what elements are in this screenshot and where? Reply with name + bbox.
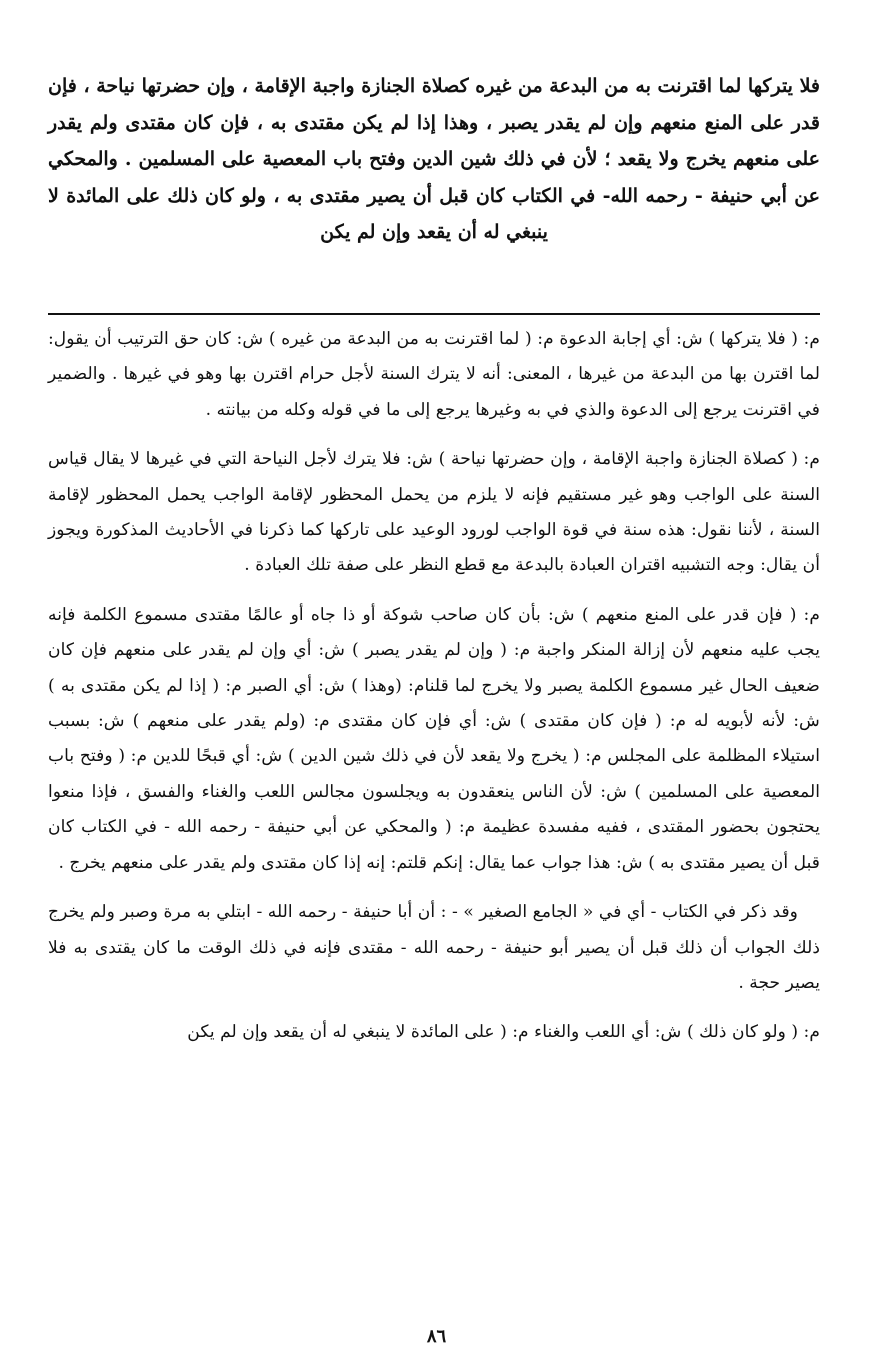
commentary-paragraph: م: ( ولو كان ذلك ) ش: أي اللعب والغناء م: ( على المائدة لا ينبغي له أن يقعد وإن لم يكن — [187, 1022, 820, 1043]
separator-line — [48, 313, 820, 315]
commentary-paragraph: وقد ذكر في الكتاب - أي في « الجامع الصغير » - : أن أبا حنيفة - رحمه الله - ابتلي به مرة وصبر ولم يخرج ذلك الجواب أن ذلك قبل أن يصير أبو حنيفة - رحمه الله - مقتدى فإنه في ذلك الوقت ما كان يقتدى به فلا يصير حجة . — [48, 902, 820, 993]
main-text-paragraph: فلا يتركها لما اقترنت به من البدعة من غيره كصلاة الجنازة واجبة الإقامة ، وإن حضرتها نياحة ، فإن قدر على المنع منعهم وإن لم يقدر يصبر ، وهذا إذا لم يكن مقتدى به ، فإن كان مقتدى ولم يقدر على منعهم يخرج ولا يقعد ؛ لأن في ذلك شين الدين وفتح باب المعصية على المسلمين . والمحكي عن أبي حنيفة - رحمه الله- في الكتاب كان قبل أن يصير مقتدى به ، ولو كان ذلك على المائدة لا ينبغي له أن يقعد وإن لم يكن — [48, 75, 821, 243]
commentary-paragraph: م: ( فلا يتركها ) ش: أي إجابة الدعوة م: ( لما اقترنت به من البدعة من غيره ) ش: كان حق الترتيب أن يقول: لما اقترن بها من البدعة من غيرها ، المعنى: أنه لا يترك السنة لأجل حرام اقترن بها وهو في غيرها . والضمير في اقترنت يرجع إلى الدعوة والذي في به وغيرها يرجع إلى ما في قوله وكله من بيانته . — [48, 329, 820, 420]
commentary-paragraph: م: ( كصلاة الجنازة واجبة الإقامة ، وإن حضرتها نياحة ) ش: فلا يترك لأجل النياحة التي في غيرها لا يقال قياس السنة على الواجب وهو غير مستقيم فإنه لا يلزم من يحمل المحظور لإقامة الواجب يحمل المحظور لإقامة السنة ، لأننا نقول: هذه سنة في قوة الواجب لورود الوعيد على تاركها كما ذكرنا في الأحاديث المذكورة ويجوز أن يقال: وجه التشبيه اقتران العبادة بالبدعة مع قطع النظر على صفة تلك العبادة . — [48, 449, 820, 576]
main-text-block — [48, 68, 820, 251]
page-number: ٨٦ — [426, 1326, 447, 1347]
commentary-paragraph: م: ( فإن قدر على المنع منعهم ) ش: بأن كان صاحب شوكة أو ذا جاه أو عالمًا مقتدى مسموع الكلمة فإنه يجب عليه منعهم لأن إزالة المنكر واجبة م: ( وإن لم يقدر يصبر ) ش: أي وإن لم يقدر على منعهم فإن كان ضعيف الحال غير مسموع الكلمة يصبر ولا يخرج لما قلنام: (وهذا ) ش: أي الصبر م: ( إذا لم يكن مقتدى به ) ش: لأنه لأبويه له م: ( فإن كان مقتدى ) ش: أي فإن كان مقتدى م: (ولم يقدر على منعهم ) ش: بسبب استيلاء المظلمة على المجلس م: ( يخرج ولا يقعد لأن في ذلك شين الدين ) ش: أي قبحًا للدين م: ( وفتح باب المعصية على المسلمين ) ش: لأن الناس ينعقدون به ويجلسون مجالس اللعب والغناء والفسق ، فإذا منعوا يحتجون بحضور المقتدى ، ففيه مفسدة عظيمة م: ( والمحكي عن أبي حنيفة - رحمه الله - في الكتاب كان قبل أن يصير مقتدى به ) ش: هذا جواب عما يقال: إنكم قلتم: إنه إذا كان مقتدى ولم يقدر على منعهم يخرج . — [48, 604, 820, 873]
commentary-block — [48, 322, 820, 1051]
